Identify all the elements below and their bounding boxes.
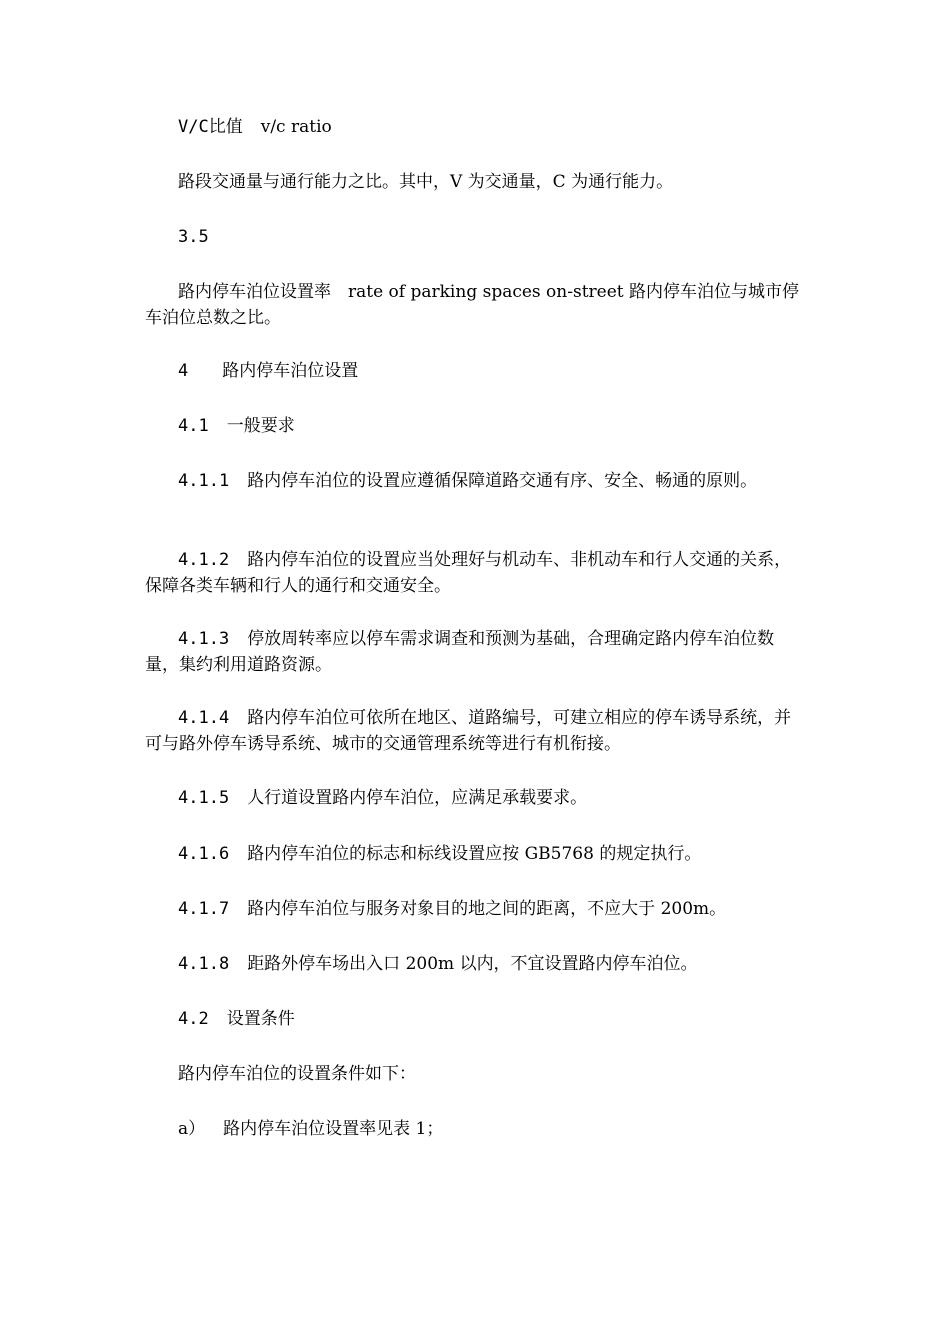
- list-marker: a）: [178, 1119, 206, 1139]
- clause-4-1-5: [145, 785, 805, 811]
- section-heading-4-1: [145, 413, 805, 439]
- section-number: 4.2: [178, 1009, 209, 1029]
- clause-4-1-1: [145, 468, 805, 494]
- clause-number: 4.1.7: [178, 899, 230, 919]
- clause-number: 4.1.4: [178, 708, 230, 728]
- clause-4-1-7: [145, 896, 805, 922]
- list-item-text: 路内停车泊位设置率见表 1；: [223, 1119, 444, 1139]
- clause-text: 路内停车泊位与服务对象目的地之间的距离，不应大于 200m。: [247, 899, 727, 919]
- section-number: 4.1: [178, 416, 209, 436]
- clause-number: 4.1.8: [178, 954, 230, 974]
- clause-text: 距路外停车场出入口 200m 以内，不宜设置路内停车泊位。: [247, 954, 698, 974]
- clause-text: 路内停车泊位的标志和标线设置应按 GB5768 的规定执行。: [247, 844, 702, 864]
- clause-4-1-2: [145, 547, 805, 599]
- definition-vc-ratio: [145, 114, 805, 140]
- clause-number: 4.1.3: [178, 629, 230, 649]
- section-title: 设置条件: [226, 1009, 295, 1029]
- setting-conditions-intro: 路内停车泊位的设置条件如下：: [178, 1064, 416, 1084]
- section-title: 路内停车泊位设置: [222, 361, 359, 381]
- section-heading-4: [145, 358, 805, 384]
- clause-4-1-3: [145, 626, 805, 678]
- list-item-a: [145, 1116, 805, 1142]
- clause-number: 4.1.2: [178, 550, 230, 570]
- definition-parking-rate: 路内停车泊位设置率 rate of parking spaces on-street 路内停车泊位与城市停车泊位总数之比。: [145, 282, 800, 328]
- term-english: v/c ratio: [260, 117, 332, 137]
- clause-text: 路内停车泊位的设置应当处理好与机动车、非机动车和行人交通的关系，保障各类车辆和行人的通行和交通安全。: [145, 550, 792, 596]
- clause-text: 路内停车泊位可依所在地区、道路编号，可建立相应的停车诱导系统，并可与路外停车诱导系统、城市的交通管理系统等进行有机衔接。: [145, 708, 792, 754]
- definition-vc-ratio-text: 路段交通量与通行能力之比。其中，V 为交通量，C 为通行能力。: [178, 172, 674, 192]
- clause-4-1-4: [145, 705, 805, 757]
- section-number: 4: [178, 361, 189, 381]
- term-chinese: 比值: [208, 117, 243, 137]
- section-title: 一般要求: [226, 416, 295, 436]
- section-heading-4-2: [145, 1006, 805, 1032]
- clause-number: 4.1.5: [178, 788, 230, 808]
- clause-4-1-8: [145, 951, 805, 977]
- clause-4-1-6: [145, 841, 805, 867]
- clause-number: 4.1.1: [178, 471, 230, 491]
- clause-text: 人行道设置路内停车泊位，应满足承载要求。: [247, 788, 588, 808]
- clause-text: 停放周转率应以停车需求调查和预测为基础，合理确定路内停车泊位数量，集约利用道路资源。: [145, 629, 775, 675]
- clause-number: 4.1.6: [178, 844, 230, 864]
- clause-text: 路内停车泊位的设置应遵循保障道路交通有序、安全、畅通的原则。: [247, 471, 758, 491]
- clause-number-3-5: 3.5: [178, 227, 209, 247]
- term-symbol: V/C: [178, 117, 209, 137]
